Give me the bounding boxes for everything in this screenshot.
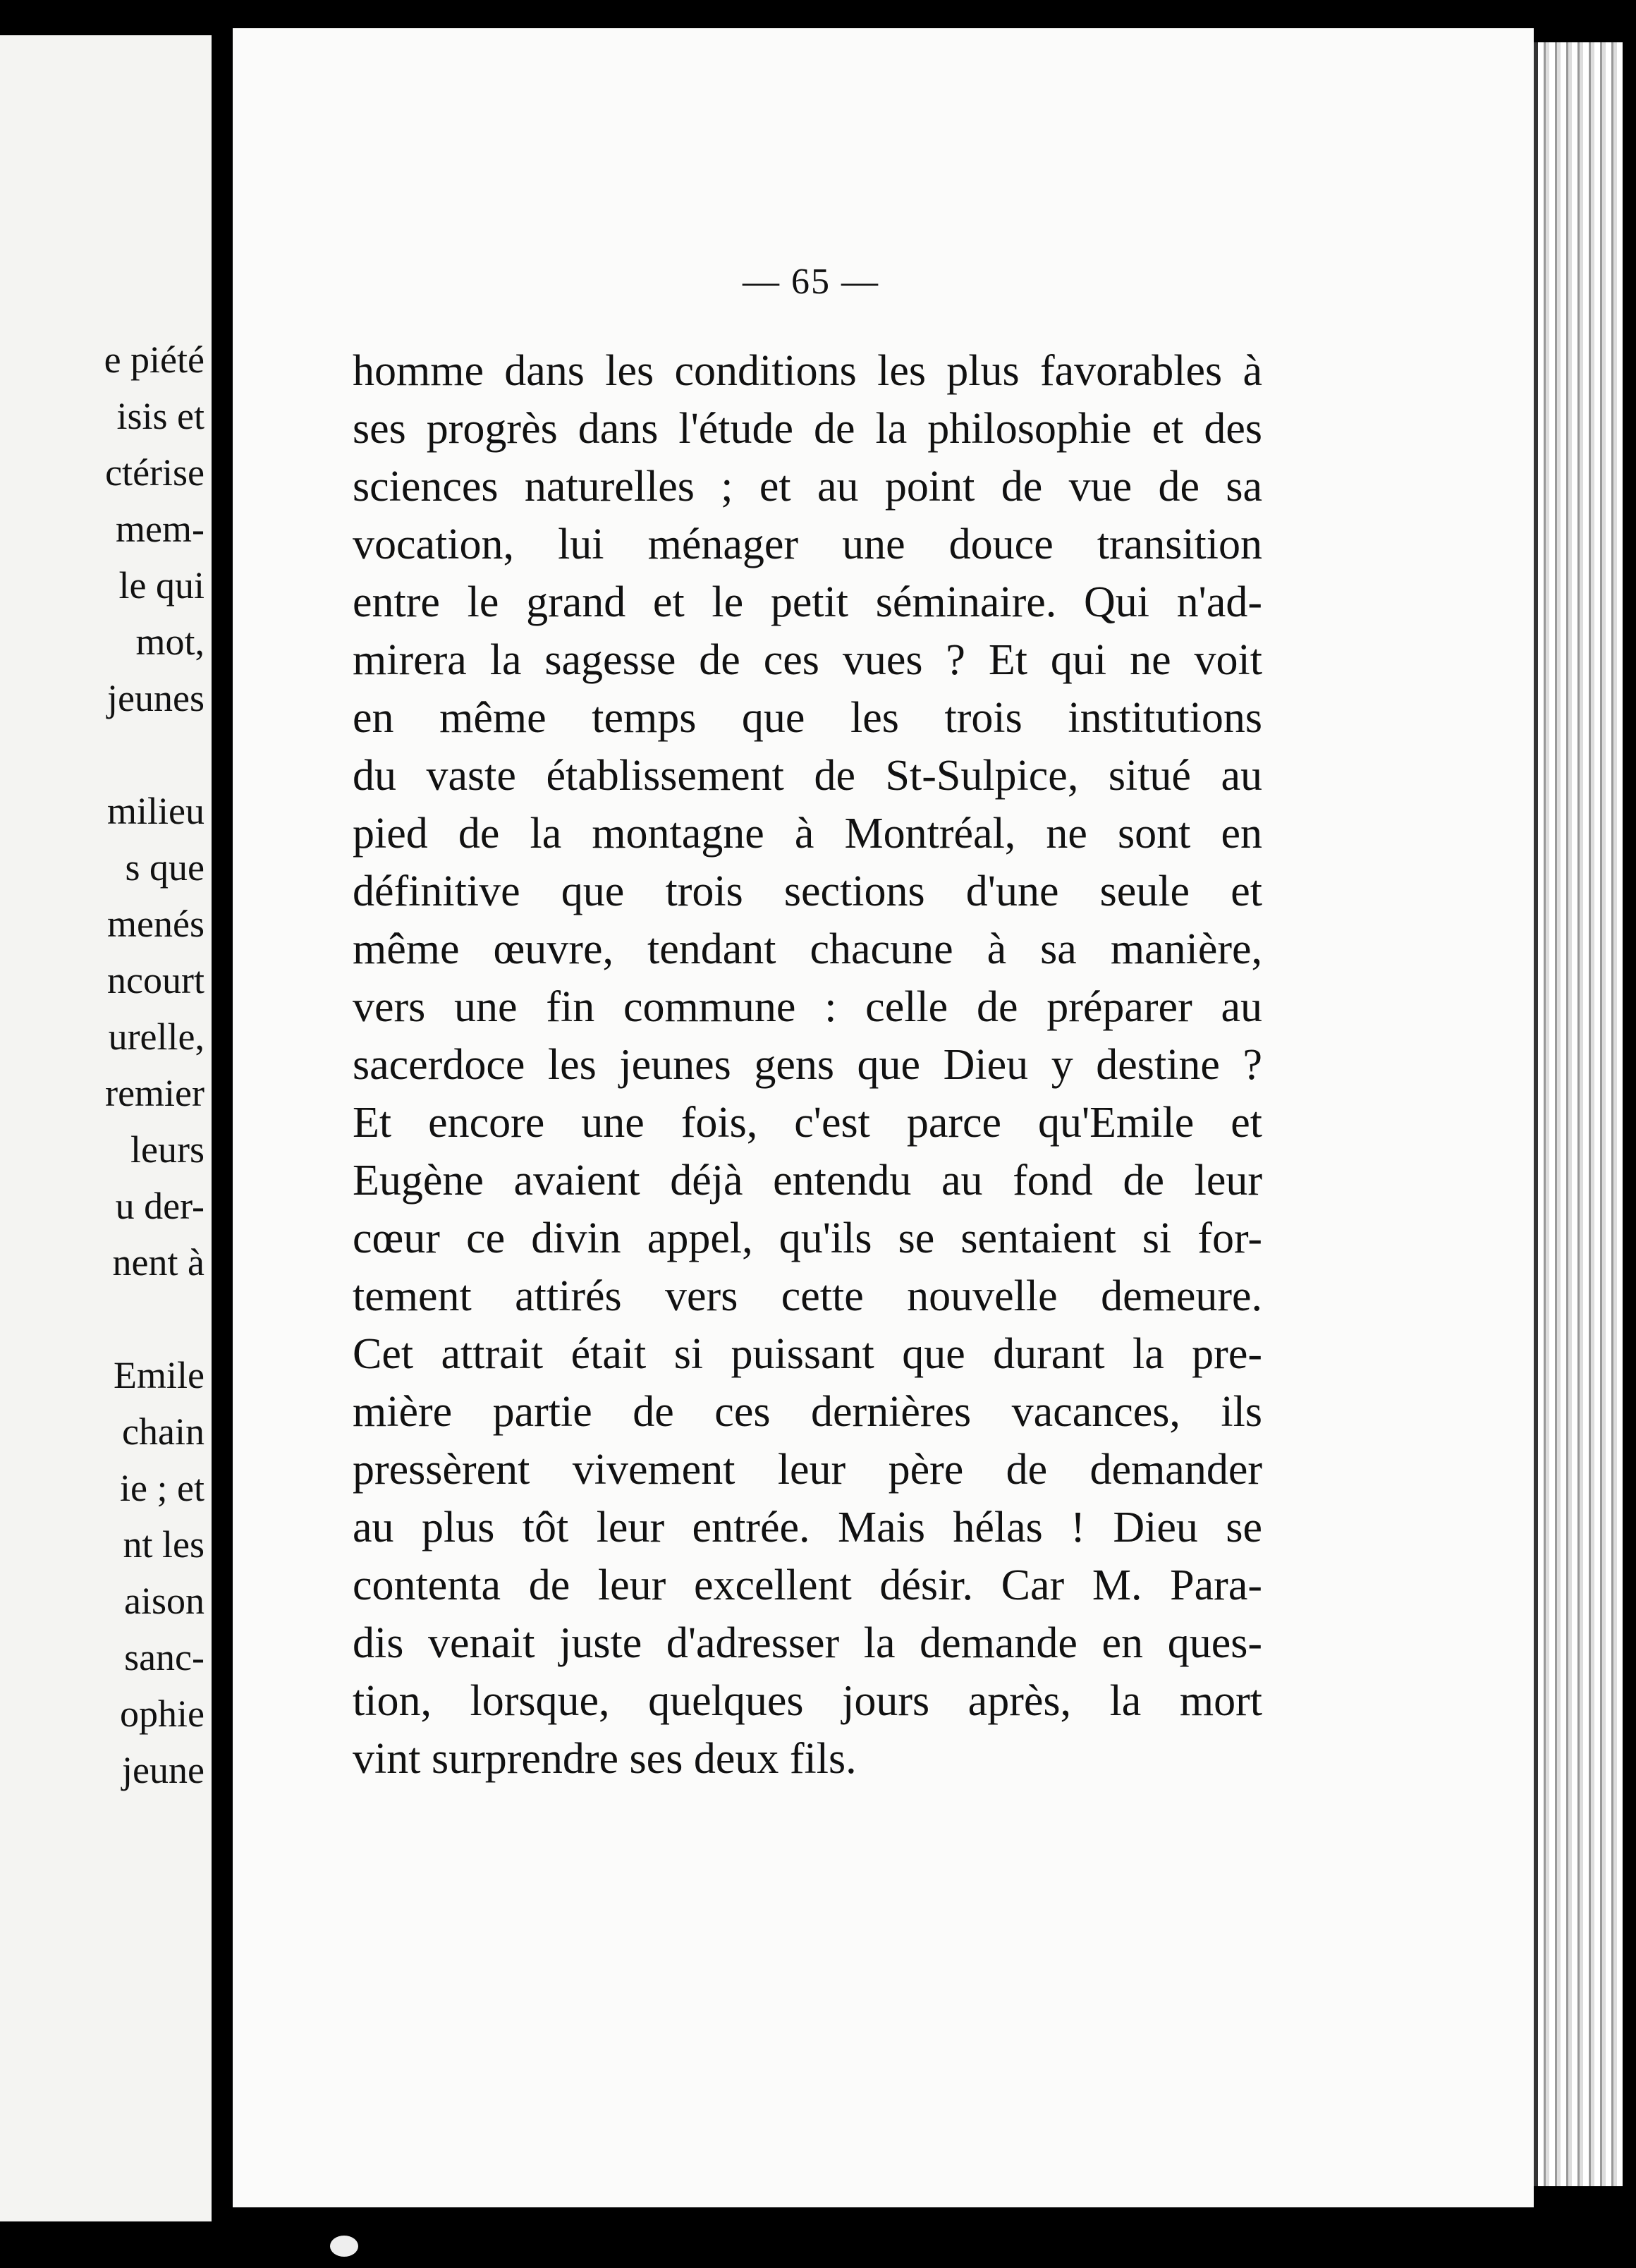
text-line: sacerdoce les jeunes gens que Dieu y destine ? <box>353 1041 1262 1089</box>
text-line: Et encore une fois, c'est parce qu'Emile et <box>353 1099 1262 1147</box>
facing-page-line: menés <box>107 903 204 945</box>
facing-page-line: milieu <box>107 790 204 832</box>
text-line: vers une fin commune : celle de préparer au <box>353 983 1262 1031</box>
text-line: sciences naturelles ; et au point de vue de sa <box>353 463 1262 511</box>
text-line: pied de la montagne à Montréal, ne sont en <box>353 810 1262 858</box>
page-number: — 65 — <box>743 262 879 302</box>
text-line: pressèrent vivement leur père de demander <box>353 1446 1262 1494</box>
text-line: contenta de leur excellent désir. Car M. Para- <box>353 1561 1262 1609</box>
text-line: cœur ce divin appel, qu'ils se sentaient si for- <box>353 1214 1262 1262</box>
facing-page-line: mem- <box>116 508 204 550</box>
facing-page-line: e piété <box>104 339 204 381</box>
text-line: tion, lorsque, quelques jours après, la mort <box>353 1677 1262 1725</box>
text-line: au plus tôt leur entrée. Mais hélas ! Dieu se <box>353 1504 1262 1551</box>
ink-speck <box>330 2236 358 2257</box>
text-line: homme dans les conditions les plus favorables à <box>353 347 1262 395</box>
facing-page-line: ophie <box>120 1693 204 1735</box>
facing-page-line: Emile <box>114 1354 204 1396</box>
text-line: vocation, lui ménager une douce transition <box>353 520 1262 568</box>
facing-page-line: nent à <box>112 1241 204 1284</box>
facing-page-line: ctérise <box>105 451 204 494</box>
text-line: tement attirés vers cette nouvelle demeure. <box>353 1272 1262 1320</box>
facing-page-line: chain <box>122 1410 204 1453</box>
facing-page-line: s que <box>125 846 204 889</box>
facing-page-line: u der- <box>115 1185 204 1227</box>
text-line: même œuvre, tendant chacune à sa manière, <box>353 925 1262 973</box>
facing-page-line: remier <box>105 1072 204 1114</box>
facing-page-line: leurs <box>130 1128 204 1171</box>
text-line: définitive que trois sections d'une seule et <box>353 867 1262 915</box>
text-line: dis venait juste d'adresser la demande en ques- <box>353 1619 1262 1667</box>
facing-page-line: le qui <box>118 564 204 606</box>
facing-page-line: ncourt <box>107 959 204 1001</box>
facing-page <box>0 35 212 2221</box>
facing-page-line: isis et <box>116 395 204 437</box>
text-line: ses progrès dans l'étude de la philosophie et des <box>353 405 1262 453</box>
text-line: mirera la sagesse de ces vues ? Et qui ne voit <box>353 636 1262 684</box>
text-line: du vaste établissement de St-Sulpice, situé au <box>353 752 1262 800</box>
facing-page-line: ie ; et <box>120 1467 204 1509</box>
facing-page-line: jeune <box>122 1749 204 1791</box>
text-line: Cet attrait était si puissant que durant la pre- <box>353 1330 1262 1378</box>
text-line: entre le grand et le petit séminaire. Qui n'ad- <box>353 578 1262 626</box>
facing-page-line: aison <box>124 1580 204 1622</box>
text-line: mière partie de ces dernières vacances, ils <box>353 1388 1262 1436</box>
facing-page-line: mot, <box>135 621 204 663</box>
page-edges <box>1534 42 1623 2186</box>
text-line: vint surprendre ses deux fils. <box>353 1735 857 1783</box>
facing-page-line: sanc- <box>124 1636 204 1678</box>
facing-page-line: nt les <box>123 1523 204 1566</box>
body-text <box>353 342 1262 1788</box>
text-line: Eugène avaient déjà entendu au fond de leur <box>353 1157 1262 1205</box>
facing-page-line: urelle, <box>108 1016 204 1058</box>
text-line: en même temps que les trois institutions <box>353 694 1262 742</box>
facing-page-line: jeunes <box>107 677 204 719</box>
